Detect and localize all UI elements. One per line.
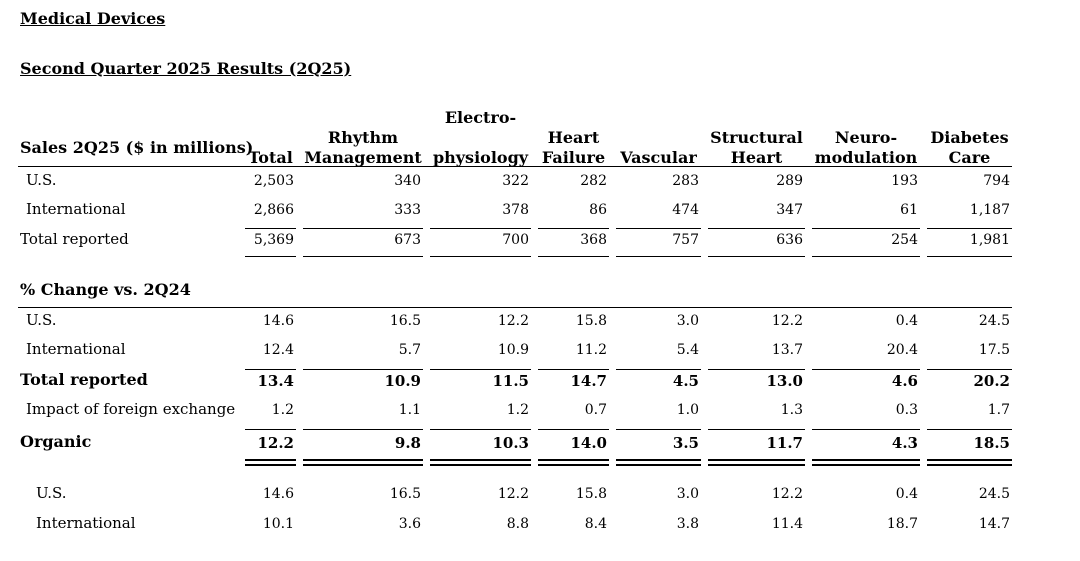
organic_rows-cell-1-1: 3.6	[398, 516, 421, 532]
pct_rows-cell-1-6: 20.4	[886, 342, 918, 358]
column-rule-2	[430, 256, 531, 257]
column-header-1-line2: Rhythm	[327, 128, 399, 147]
pct_rows-cell-1-0: 12.4	[262, 342, 294, 358]
sales_rows-cell-2-1: 673	[394, 232, 421, 248]
sales_rows-cell-2-7: 1,981	[969, 232, 1010, 248]
column-rule-0	[245, 256, 296, 257]
column-rule-4	[616, 429, 701, 430]
organic_rows-cell-0-7: 24.5	[978, 486, 1010, 502]
sales_rows-cell-0-6: 193	[891, 173, 918, 189]
column-header-6-line3: modulation	[814, 148, 918, 167]
column-rule-1	[303, 459, 423, 466]
sales_rows-cell-0-4: 283	[672, 173, 699, 189]
pct_rows-cell-2-7: 20.2	[973, 372, 1010, 390]
column-rule-7	[927, 369, 1012, 370]
pct_rows-cell-4-0: 12.2	[257, 434, 294, 452]
sales_rows-cell-2-2: 700	[502, 232, 529, 248]
column-rule-4	[616, 256, 701, 257]
pct_rows-cell-2-5: 13.0	[766, 372, 803, 390]
sales_rows-cell-1-6: 61	[900, 202, 918, 218]
sales_rows-cell-2-6: 254	[891, 232, 918, 248]
pct_rows-label-0: U.S.	[26, 311, 57, 329]
column-rule-0	[245, 369, 296, 370]
pct-header-underline	[18, 307, 1012, 308]
column-rule-6	[812, 369, 920, 370]
organic_rows-cell-1-5: 11.4	[771, 516, 803, 532]
column-rule-6	[812, 256, 920, 257]
pct_rows-cell-1-7: 17.5	[978, 342, 1010, 358]
pct_rows-cell-3-5: 1.3	[780, 402, 803, 418]
column-rule-0	[245, 459, 296, 466]
column-rule-7	[927, 459, 1012, 466]
pct_rows-cell-2-1: 10.9	[384, 372, 421, 390]
column-header-3-line3: Failure	[541, 148, 606, 167]
organic_rows-cell-0-0: 14.6	[262, 486, 294, 502]
sales_rows-label-0: U.S.	[26, 171, 57, 189]
pct_rows-label-4: Organic	[20, 432, 92, 451]
organic_rows-cell-1-3: 8.4	[584, 516, 607, 532]
sales_rows-cell-0-0: 2,503	[253, 173, 294, 189]
pct_rows-label-3: Impact of foreign exchange	[26, 400, 236, 418]
column-rule-4	[616, 459, 701, 466]
header-underline	[18, 166, 1012, 167]
column-rule-6	[812, 228, 920, 229]
sales_rows-label-1: International	[26, 200, 126, 218]
column-rule-0	[245, 228, 296, 229]
organic_rows-cell-1-6: 18.7	[886, 516, 918, 532]
pct_rows-cell-1-4: 5.4	[676, 342, 699, 358]
column-rule-1	[303, 256, 423, 257]
column-rule-7	[927, 429, 1012, 430]
pct_rows-cell-0-4: 3.0	[676, 313, 699, 329]
column-rule-6	[812, 459, 920, 466]
pct_rows-cell-2-2: 11.5	[492, 372, 529, 390]
page-title: Medical Devices	[20, 9, 166, 28]
column-header-5-line2: Structural	[710, 128, 803, 147]
column-rule-5	[708, 459, 805, 466]
pct_rows-cell-1-5: 13.7	[771, 342, 803, 358]
organic_rows-cell-0-2: 12.2	[497, 486, 529, 502]
pct_rows-cell-4-7: 18.5	[973, 434, 1010, 452]
pct_rows-cell-3-6: 0.3	[895, 402, 918, 418]
column-rule-7	[927, 256, 1012, 257]
sales_rows-cell-1-0: 2,866	[253, 202, 294, 218]
organic_rows-label-1: International	[36, 514, 136, 532]
column-rule-1	[303, 429, 423, 430]
pct_rows-cell-1-2: 10.9	[497, 342, 529, 358]
sales_rows-cell-2-4: 757	[672, 232, 699, 248]
column-header-1-line3: Management	[304, 148, 422, 167]
sales_rows-label-2: Total reported	[20, 230, 129, 248]
sales_rows-cell-1-3: 86	[589, 202, 607, 218]
column-header-7-line2: Diabetes	[930, 128, 1009, 147]
sales_rows-cell-2-3: 368	[580, 232, 607, 248]
column-rule-5	[708, 369, 805, 370]
pct_rows-cell-4-2: 10.3	[492, 434, 529, 452]
column-rule-1	[303, 369, 423, 370]
column-rule-5	[708, 256, 805, 257]
column-rule-6	[812, 429, 920, 430]
organic_rows-cell-1-4: 3.8	[676, 516, 699, 532]
organic_rows-cell-0-3: 15.8	[575, 486, 607, 502]
column-rule-0	[245, 429, 296, 430]
pct_rows-cell-0-0: 14.6	[262, 313, 294, 329]
pct_rows-cell-2-3: 14.7	[570, 372, 607, 390]
sales_rows-cell-0-3: 282	[580, 173, 607, 189]
pct_rows-cell-4-4: 3.5	[672, 434, 699, 452]
column-rule-2	[430, 369, 531, 370]
column-rule-2	[430, 429, 531, 430]
pct_rows-label-2: Total reported	[20, 370, 148, 389]
organic_rows-cell-0-1: 16.5	[389, 486, 421, 502]
column-rule-4	[616, 369, 701, 370]
sales_rows-cell-0-1: 340	[394, 173, 421, 189]
column-header-6-line2: Neuro-	[834, 128, 898, 147]
pct_rows-cell-4-6: 4.3	[891, 434, 918, 452]
column-rule-3	[538, 369, 609, 370]
organic_rows-cell-1-0: 10.1	[262, 516, 294, 532]
pct_rows-cell-3-3: 0.7	[584, 402, 607, 418]
sales_rows-cell-1-5: 347	[776, 202, 803, 218]
sales_rows-cell-0-7: 794	[983, 173, 1010, 189]
pct_rows-cell-0-7: 24.5	[978, 313, 1010, 329]
pct_rows-cell-0-3: 15.8	[575, 313, 607, 329]
column-rule-3	[538, 256, 609, 257]
pct_rows-cell-3-2: 1.2	[506, 402, 529, 418]
pct_rows-cell-4-1: 9.8	[394, 434, 421, 452]
sales_rows-cell-0-5: 289	[776, 173, 803, 189]
pct_rows-cell-0-2: 12.2	[497, 313, 529, 329]
pct_rows-cell-1-1: 5.7	[398, 342, 421, 358]
pct_rows-cell-0-1: 16.5	[389, 313, 421, 329]
pct_rows-cell-2-4: 4.5	[672, 372, 699, 390]
organic_rows-cell-1-7: 14.7	[978, 516, 1010, 532]
column-header-7-line3: Care	[948, 148, 991, 167]
column-header-3-line2: Heart	[547, 128, 600, 147]
sales_rows-cell-2-0: 5,369	[253, 232, 294, 248]
organic_rows-label-0: U.S.	[36, 484, 67, 502]
sales_rows-cell-1-2: 378	[502, 202, 529, 218]
column-rule-3	[538, 429, 609, 430]
pct_rows-cell-4-5: 11.7	[766, 434, 803, 452]
organic_rows-cell-0-5: 12.2	[771, 486, 803, 502]
pct_rows-label-1: International	[26, 340, 126, 358]
column-rule-5	[708, 429, 805, 430]
pct-change-label: % Change vs. 2Q24	[20, 280, 191, 299]
pct_rows-cell-3-7: 1.7	[987, 402, 1010, 418]
pct_rows-cell-0-6: 0.4	[895, 313, 918, 329]
column-rule-4	[616, 228, 701, 229]
column-header-5-line3: Heart	[730, 148, 783, 167]
organic_rows-cell-0-4: 3.0	[676, 486, 699, 502]
organic_rows-cell-0-6: 0.4	[895, 486, 918, 502]
column-header-2-line3: physiology	[432, 148, 529, 167]
organic_rows-cell-1-2: 8.8	[506, 516, 529, 532]
pct_rows-cell-2-6: 4.6	[891, 372, 918, 390]
pct_rows-cell-3-4: 1.0	[676, 402, 699, 418]
sales_rows-cell-1-1: 333	[394, 202, 421, 218]
sales_rows-cell-2-5: 636	[776, 232, 803, 248]
column-header-4-line3: Vascular	[620, 148, 697, 167]
column-rule-7	[927, 228, 1012, 229]
column-rule-3	[538, 459, 609, 466]
column-rule-5	[708, 228, 805, 229]
column-rule-2	[430, 228, 531, 229]
section-subtitle: Second Quarter 2025 Results (2Q25)	[20, 59, 352, 78]
pct_rows-cell-3-0: 1.2	[271, 402, 294, 418]
pct_rows-cell-1-3: 11.2	[575, 342, 607, 358]
sales_rows-cell-1-7: 1,187	[969, 202, 1010, 218]
column-rule-3	[538, 228, 609, 229]
sales_rows-cell-1-4: 474	[672, 202, 699, 218]
sales_rows-cell-0-2: 322	[502, 173, 529, 189]
pct_rows-cell-4-3: 14.0	[570, 434, 607, 452]
column-header-0-line3: Total	[248, 148, 293, 167]
sales-header-label: Sales 2Q25 ($ in millions)	[20, 138, 254, 157]
column-rule-1	[303, 228, 423, 229]
column-header-2-line1: Electro-	[444, 108, 517, 127]
column-rule-2	[430, 459, 531, 466]
pct_rows-cell-0-5: 12.2	[771, 313, 803, 329]
pct_rows-cell-2-0: 13.4	[257, 372, 294, 390]
pct_rows-cell-3-1: 1.1	[398, 402, 421, 418]
